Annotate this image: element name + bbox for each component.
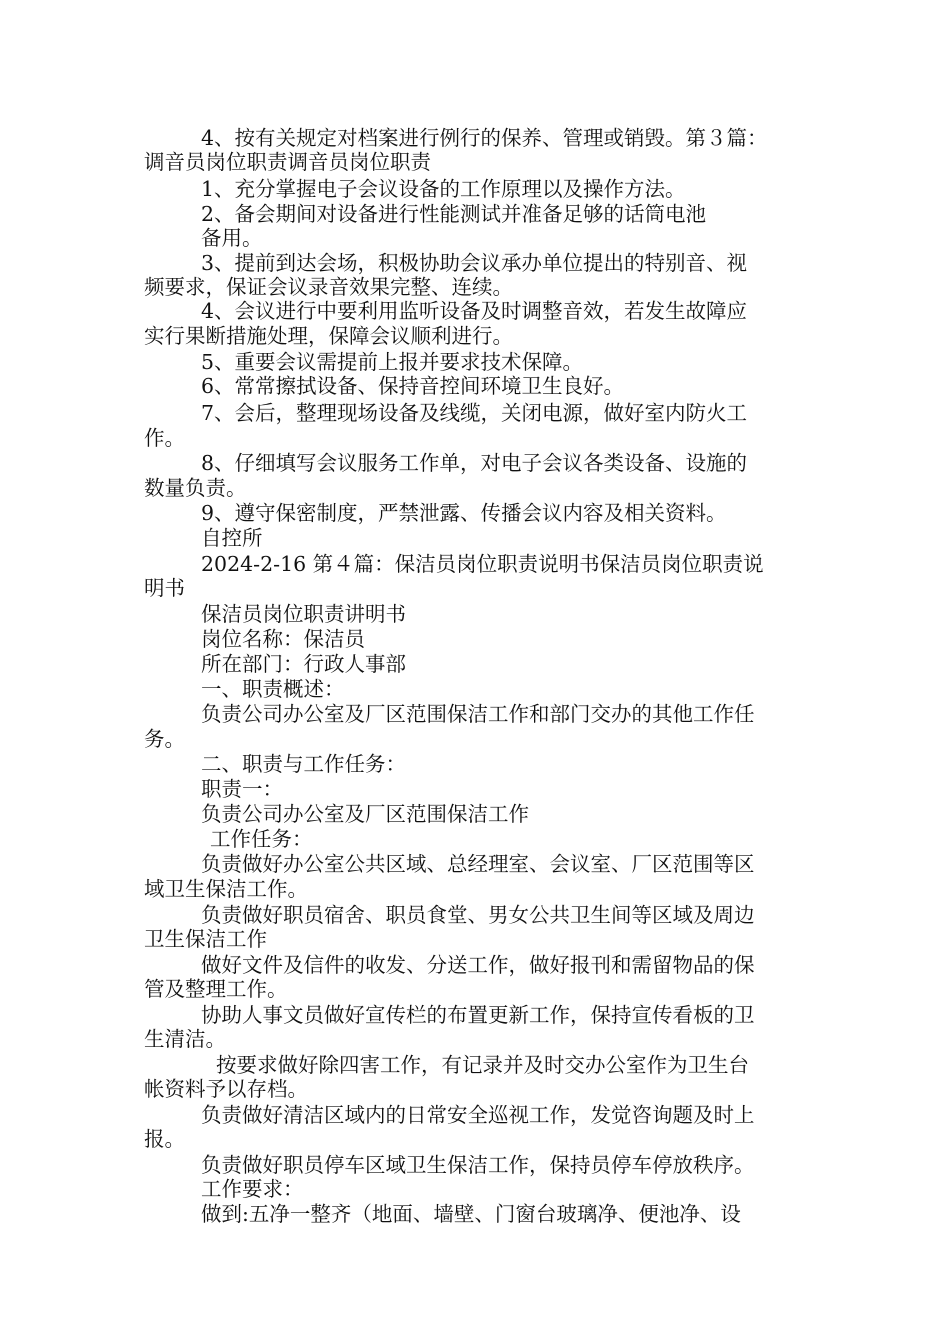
- text-line: 负责做好清洁区域内的日常安全巡视工作，发觉咨询题及时上: [201, 1103, 755, 1127]
- text-line: 协助人事文员做好宣传栏的布置更新工作，保持宣传看板的卫: [201, 1003, 755, 1027]
- text-line: 所在部门：行政人事部: [201, 652, 406, 676]
- text-line: 实行果断措施处理，保障会议顺利进行。: [144, 324, 513, 348]
- text-line: 负责做好职员宿舍、职员食堂、男女公共卫生间等区域及周边: [201, 903, 755, 927]
- text-line: 卫生保洁工作: [144, 927, 267, 951]
- text-line: 负责做好办公室公共区域、总经理室、会议室、厂区范围等区: [201, 852, 755, 876]
- text-line: 5、重要会议需提前上报并要求技术保障。: [201, 350, 584, 374]
- text-line: 管及整理工作。: [144, 977, 288, 1001]
- text-line: 报。: [144, 1127, 185, 1151]
- text-line: 负责公司办公室及厂区范围保洁工作: [201, 802, 529, 826]
- text-line: 岗位名称：保洁员: [201, 627, 365, 651]
- text-line: 作。: [144, 426, 185, 450]
- text-line: 二、职责与工作任务：: [201, 752, 406, 776]
- text-line: 9、遵守保密制度，严禁泄露、传播会议内容及相关资料。: [201, 501, 727, 525]
- text-line: 4、会议进行中要利用监听设备及时调整音效，若发生故障应: [201, 299, 748, 323]
- text-line: 6、常常擦拭设备、保持音控间环境卫生良好。: [201, 374, 625, 398]
- text-line: 工作任务：: [210, 827, 313, 851]
- text-line: 域卫生保洁工作。: [144, 877, 308, 901]
- text-line: 频要求，保证会议录音效果完整、连续。: [144, 275, 513, 299]
- text-line: 做到:五净一整齐（地面、墙壁、门窗台玻璃净、便池净、设: [201, 1202, 741, 1226]
- text-line: 一、职责概述：: [201, 677, 345, 701]
- text-line: 务。: [144, 727, 185, 751]
- text-line: 8、仔细填写会议服务工作单，对电子会议各类设备、设施的: [201, 451, 748, 475]
- text-line: 1、充分掌握电子会议设备的工作原理以及操作方法。: [201, 177, 686, 201]
- text-line: 生清洁。: [144, 1027, 226, 1051]
- text-line: 4、按有关规定对档案进行例行的保养、管理或销毁。第３篇：: [201, 126, 768, 150]
- text-line: 帐资料予以存档。: [144, 1077, 308, 1101]
- text-line: 工作要求：: [201, 1177, 304, 1201]
- text-line: 保洁员岗位职责讲明书: [201, 602, 406, 626]
- text-line: 备用。: [201, 226, 263, 250]
- text-line: 职责一：: [201, 777, 283, 801]
- text-line: 2024-2-16 第４篇：保洁员岗位职责说明书保洁员岗位职责说: [201, 552, 764, 576]
- text-line: 调音员岗位职责调音员岗位职责: [144, 150, 431, 174]
- text-line: 做好文件及信件的收发、分送工作，做好报刊和需留物品的保: [201, 953, 755, 977]
- text-line: 数量负责。: [144, 476, 247, 500]
- text-line: 明书: [144, 576, 185, 600]
- text-line: 按要求做好除四害工作，有记录并及时交办公室作为卫生台: [216, 1053, 749, 1077]
- text-line: 3、提前到达会场，积极协助会议承办单位提出的特别音、视: [201, 251, 748, 275]
- text-line: 7、会后，整理现场设备及线缆，关闭电源，做好室内防火工: [201, 401, 748, 425]
- text-line: 负责做好职员停车区域卫生保洁工作，保持员停车停放秩序。: [201, 1153, 755, 1177]
- text-line: 负责公司办公室及厂区范围保洁工作和部门交办的其他工作任: [201, 702, 755, 726]
- text-line: 自控所: [201, 526, 263, 550]
- text-line: 2、备会期间对设备进行性能测试并准备足够的话筒电池: [201, 202, 707, 226]
